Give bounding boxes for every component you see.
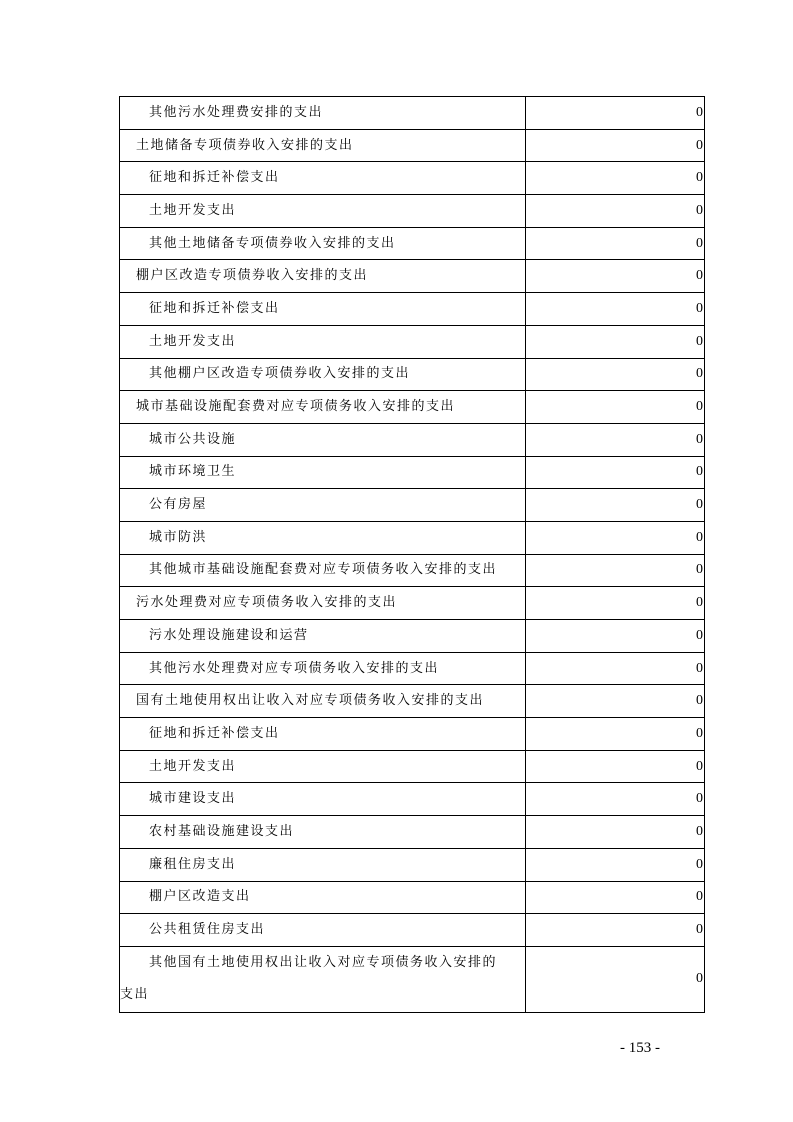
table-row: [120, 260, 705, 293]
row-label: [120, 946, 526, 1012]
row-label: 其他棚户区改造专项债券收入安排的支出: [120, 358, 526, 391]
row-value: 0: [526, 489, 705, 522]
row-label: 土地开发支出: [120, 195, 526, 228]
table-row: [120, 652, 705, 685]
table-row: [120, 391, 705, 424]
table-row: [120, 195, 705, 228]
row-label: 城市建设支出: [120, 783, 526, 816]
page-number: - 153 -: [620, 1040, 660, 1056]
row-value: 0: [526, 783, 705, 816]
row-value: 0: [526, 685, 705, 718]
row-label: 廉租住房支出: [120, 848, 526, 881]
row-label-line-2: 支出: [120, 987, 150, 1003]
row-label: 公有房屋: [120, 489, 526, 522]
row-label: 其他土地储备专项债券收入安排的支出: [120, 227, 526, 260]
row-value: 0: [526, 97, 705, 130]
table-row: [120, 587, 705, 620]
row-label: 土地开发支出: [120, 325, 526, 358]
row-label: 征地和拆迁补偿支出: [120, 293, 526, 326]
table-row: [120, 783, 705, 816]
table-row: [120, 685, 705, 718]
table-row: [120, 489, 705, 522]
table-row: [120, 456, 705, 489]
row-value: 0: [526, 227, 705, 260]
table-row: [120, 97, 705, 130]
row-value: 0: [526, 946, 705, 1012]
table-row: [120, 620, 705, 653]
row-label: 其他污水处理费安排的支出: [120, 97, 526, 130]
row-label: 污水处理费对应专项债务收入安排的支出: [120, 587, 526, 620]
table-row: [120, 914, 705, 947]
table-row: [120, 848, 705, 881]
row-value: 0: [526, 260, 705, 293]
row-label-line-1: 其他国有土地使用权出让收入对应专项债务收入安排的: [149, 955, 498, 971]
row-value: 0: [526, 358, 705, 391]
table-row: [120, 521, 705, 554]
table-row: [120, 162, 705, 195]
row-value: 0: [526, 914, 705, 947]
expenditure-table: [119, 96, 705, 1013]
row-label: 其他污水处理费对应专项债务收入安排的支出: [120, 652, 526, 685]
row-label: 污水处理设施建设和运营: [120, 620, 526, 653]
row-label: 土地储备专项债券收入安排的支出: [120, 129, 526, 162]
table-row: [120, 718, 705, 751]
row-label: 城市环境卫生: [120, 456, 526, 489]
row-value: 0: [526, 521, 705, 554]
row-value: 0: [526, 423, 705, 456]
row-value: 0: [526, 620, 705, 653]
table-row: [120, 293, 705, 326]
row-value: 0: [526, 325, 705, 358]
row-label: 农村基础设施建设支出: [120, 816, 526, 849]
table-row: [120, 227, 705, 260]
row-value: 0: [526, 195, 705, 228]
row-label: 其他城市基础设施配套费对应专项债务收入安排的支出: [120, 554, 526, 587]
row-label: 城市基础设施配套费对应专项债务收入安排的支出: [120, 391, 526, 424]
row-value: 0: [526, 129, 705, 162]
row-value: 0: [526, 718, 705, 751]
row-value: 0: [526, 293, 705, 326]
row-value: 0: [526, 587, 705, 620]
row-value: 0: [526, 881, 705, 914]
table-row: [120, 816, 705, 849]
row-label: 征地和拆迁补偿支出: [120, 162, 526, 195]
row-label: 棚户区改造支出: [120, 881, 526, 914]
table-row: [120, 129, 705, 162]
table-row: [120, 325, 705, 358]
table-row: [120, 423, 705, 456]
row-label: 城市防洪: [120, 521, 526, 554]
table-row: [120, 750, 705, 783]
row-label: 公共租赁住房支出: [120, 914, 526, 947]
row-value: 0: [526, 750, 705, 783]
table-row: [120, 946, 705, 1012]
row-label: 征地和拆迁补偿支出: [120, 718, 526, 751]
row-value: 0: [526, 456, 705, 489]
row-value: 0: [526, 652, 705, 685]
table-row: [120, 554, 705, 587]
row-label: 土地开发支出: [120, 750, 526, 783]
row-value: 0: [526, 848, 705, 881]
row-value: 0: [526, 162, 705, 195]
row-value: 0: [526, 554, 705, 587]
table-row: [120, 881, 705, 914]
row-value: 0: [526, 816, 705, 849]
table-row: [120, 358, 705, 391]
row-label: 国有土地使用权出让收入对应专项债务收入安排的支出: [120, 685, 526, 718]
row-label: 棚户区改造专项债券收入安排的支出: [120, 260, 526, 293]
row-label: 城市公共设施: [120, 423, 526, 456]
row-value: 0: [526, 391, 705, 424]
